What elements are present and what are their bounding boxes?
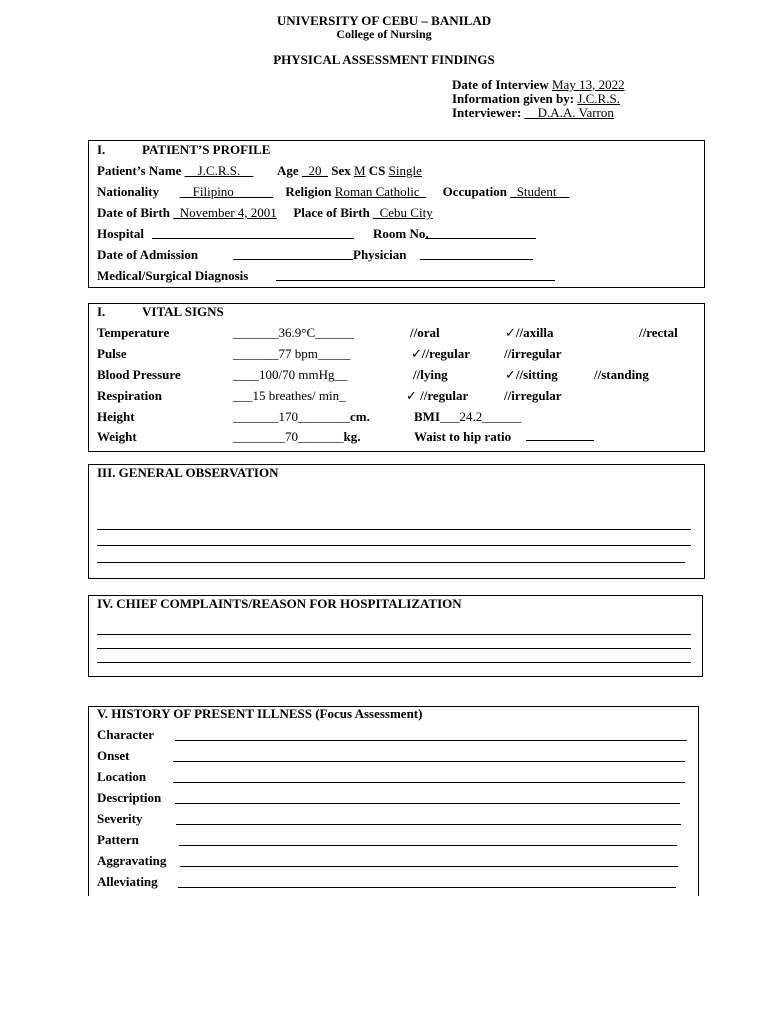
general-observation-title: III. GENERAL OBSERVATION <box>97 465 279 480</box>
form-title: PHYSICAL ASSESSMENT FINDINGS <box>273 52 495 67</box>
sex-value: M <box>353 163 366 178</box>
general-observation-line[interactable] <box>97 545 691 546</box>
room-number-label: Room No. <box>373 226 429 241</box>
nationality-label: Nationality <box>97 184 160 199</box>
section-number: I. <box>97 142 106 157</box>
pulse-regular-option[interactable]: ✓//regular <box>411 346 471 361</box>
temperature-label: Temperature <box>97 325 170 340</box>
checkmark-icon: ✓ <box>505 325 516 340</box>
history-field-character: Character <box>97 727 155 742</box>
bmi-value: ___24.2______ <box>440 409 522 424</box>
alleviating-blank[interactable] <box>178 887 676 888</box>
diagnosis-label: Medical/Surgical Diagnosis <box>97 268 249 283</box>
respiration-value: ___15 breathes/ min_ <box>233 388 346 403</box>
description-blank[interactable] <box>175 803 680 804</box>
pulse-irregular-option[interactable]: //irregular <box>504 346 562 361</box>
history-title-text: V. HISTORY OF PRESENT ILLNESS <box>97 706 312 721</box>
pulse-label: Pulse <box>97 346 127 361</box>
temperature-rectal-option[interactable]: //rectal <box>639 325 678 340</box>
bp-sitting-option[interactable]: ✓//sitting <box>505 367 558 382</box>
age-value: _20_ <box>301 163 328 178</box>
location-blank[interactable] <box>173 782 685 783</box>
height-label: Height <box>97 409 135 424</box>
sex-label: Sex <box>331 163 351 178</box>
history-subtitle: (Focus Assessment) <box>315 706 423 721</box>
religion-label: Religion <box>285 184 332 199</box>
pulse-value: _______77 bpm_____ <box>233 346 351 361</box>
respiration-label: Respiration <box>97 388 162 403</box>
history-field-pattern: Pattern <box>97 832 139 847</box>
occupation-label: Occupation <box>442 184 507 199</box>
civil-status-value: Single <box>388 163 422 178</box>
weight-value: ________70_______ <box>233 429 344 444</box>
temperature-oral-option[interactable]: //oral <box>410 325 440 340</box>
bmi-label: BMI <box>414 409 440 424</box>
aggravating-blank[interactable] <box>180 866 678 867</box>
bp-standing-option[interactable]: //standing <box>594 367 649 382</box>
patient-name-label: Patient’s Name <box>97 163 182 178</box>
physician-blank[interactable] <box>420 259 533 260</box>
pattern-blank[interactable] <box>179 845 677 846</box>
height-value: _______170________ <box>233 409 350 424</box>
height-unit: cm. <box>350 409 370 424</box>
information-given-value: J.C.R.S. <box>577 91 620 106</box>
date-of-admission-blank[interactable] <box>233 259 353 260</box>
interviewer-value: __D.A.A. Varron <box>524 105 614 120</box>
checkmark-icon: ✓ <box>406 388 417 403</box>
history-field-aggravating: Aggravating <box>97 853 167 868</box>
severity-blank[interactable] <box>176 824 681 825</box>
place-of-birth-label: Place of Birth <box>293 205 370 220</box>
vital-signs-title: VITAL SIGNS <box>142 304 224 319</box>
interview-info <box>452 78 625 120</box>
date-of-birth-label: Date of Birth <box>97 205 170 220</box>
date-of-admission-label: Date of Admission <box>97 247 199 262</box>
civil-status-label: CS <box>368 163 386 178</box>
temperature-axilla-option[interactable]: ✓//axilla <box>505 325 554 340</box>
hospital-blank[interactable] <box>152 238 354 239</box>
interviewer-label: Interviewer: <box>452 105 522 120</box>
patient-profile-title: PATIENT’S PROFILE <box>142 142 271 157</box>
history-title <box>97 706 422 722</box>
history-field-severity: Severity <box>97 811 143 826</box>
weight-label: Weight <box>97 429 137 444</box>
blood-pressure-value: ____100/70 mmHg__ <box>233 367 348 382</box>
physician-label: Physician <box>353 247 407 262</box>
waist-to-hip-blank[interactable] <box>526 440 594 441</box>
date-of-interview-value: May 13, 2022 <box>552 77 625 92</box>
history-field-description: Description <box>97 790 162 805</box>
history-section <box>88 706 699 896</box>
room-number-blank[interactable] <box>425 238 536 239</box>
diagnosis-blank[interactable] <box>276 280 555 281</box>
university-name: UNIVERSITY OF CEBU – BANILAD <box>276 13 492 28</box>
place-of-birth-value: _Cebu City <box>373 205 433 220</box>
character-blank[interactable] <box>175 740 687 741</box>
section-number: I. <box>97 304 106 319</box>
general-observation-line[interactable] <box>97 529 691 530</box>
general-observation-line[interactable] <box>97 562 685 563</box>
date-of-interview-label: Date of Interview <box>452 77 549 92</box>
bp-lying-option[interactable]: //lying <box>413 367 448 382</box>
history-field-location: Location <box>97 769 147 784</box>
blood-pressure-label: Blood Pressure <box>97 367 181 382</box>
age-label: Age <box>277 163 299 178</box>
chief-complaints-title: IV. CHIEF COMPLAINTS/REASON FOR HOSPITALIZATION <box>97 596 462 611</box>
chief-complaints-line[interactable] <box>97 648 691 649</box>
chief-complaints-line[interactable] <box>97 662 691 663</box>
occupation-value: _Student__ <box>510 184 570 199</box>
respiration-regular-option[interactable]: ✓ //regular <box>406 388 469 403</box>
chief-complaints-line[interactable] <box>97 634 691 635</box>
weight-unit: kg. <box>343 429 361 444</box>
nationality-value: __Filipino______ <box>179 184 273 199</box>
religion-value: Roman Catholic_ <box>334 184 427 199</box>
information-given-label: Information given by: <box>452 91 575 106</box>
respiration-irregular-option[interactable]: //irregular <box>504 388 562 403</box>
waist-to-hip-label: Waist to hip ratio <box>414 429 512 444</box>
temperature-value: _______36.9°C______ <box>233 325 355 340</box>
college-name: College of Nursing <box>336 27 432 41</box>
onset-blank[interactable] <box>173 761 685 762</box>
date-of-birth-value: _November 4, 2001 <box>173 205 277 220</box>
checkmark-icon: ✓ <box>505 367 516 382</box>
checkmark-icon: ✓ <box>411 346 422 361</box>
patient-name-value: __J.C.R.S.__ <box>184 163 254 178</box>
history-field-alleviating: Alleviating <box>97 874 158 889</box>
history-field-onset: Onset <box>97 748 130 763</box>
hospital-label: Hospital <box>97 226 144 241</box>
